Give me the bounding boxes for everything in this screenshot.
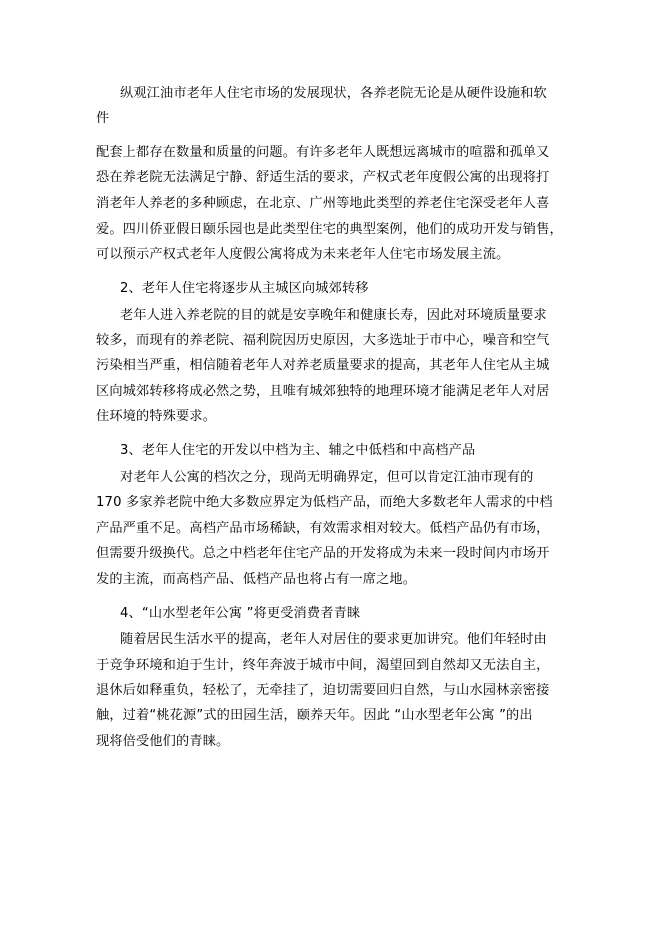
text-line-3: 配套上都存在数量和质量的问题。有许多老年人既想远离城市的喧嚣和孤单又 [96,145,550,160]
text-line-6: 爱。四川侨亚假日颐乐园也是此类型住宅的典型案例，他们的成功开发与销售， [96,222,563,237]
text-line-17: 产品严重不足。高档产品市场稀缺，有效需求相对较大。低档产品仍有市场， [96,521,550,536]
text-line-16: 170 多家养老院中绝大多数应界定为低档产品，而绝大多数老年人需求的中档 [96,495,553,510]
text-line-21: 随着居民生活水平的提高，老年人对居住的要求更加讲究。他们年轻时由 [120,632,547,647]
text-line-9: 老年人进入养老院的目的就是安享晚年和健康长寿，因此对环境质量要求 [120,308,547,323]
text-line-2: 件 [96,111,110,126]
text-line-18: 但需要升级换代。总之中档老年住宅产品的开发将成为未来一段时间内市场开 [96,546,550,561]
text-line-15: 对老年人公寓的档次之分，现尚无明确界定，但可以肯定江油市现有的 [120,470,534,485]
text-line-4: 恐在养老院无法满足宁静、舒适生活的要求，产权式老年度假公寓的出现将打 [96,170,550,185]
text-line-5: 消老年人养老的多种顾虑，在北京、广州等地此类型的养老住宅深受老年人喜 [96,196,550,211]
section-heading-3: 3、老年人住宅的开发以中档为主、辅之中低档和中高档产品 [120,443,476,458]
text-line-7: 可以预示产权式老年人度假公寓将成为未来老年人住宅市场发展主流。 [96,247,510,262]
text-line-13: 住环境的特殊要求。 [96,409,217,424]
section-heading-4: 4、“山水型老年公寓 ”将更受消费者青睐 [120,606,361,621]
section-heading-2: 2、老年人住宅将逐步从主城区向城郊转移 [120,281,369,296]
text-line-1: 纵观江油市老年人住宅市场的发展现状，各养老院无论是从硬件设施和软 [120,86,547,101]
text-line-22: 于竞争环境和迫于生计，终年奔波于城市中间，渴望回到自然却又无法自主， [96,658,550,673]
text-line-23: 退休后如释重负，轻松了，无牵挂了，迫切需要回归自然，与山水园林亲密接 [96,683,550,698]
text-line-19: 发的主流，而高档产品、低档产品也将占有一席之地。 [96,572,417,587]
text-line-12: 区向城郊转移将成必然之势，且唯有城郊独特的地理环境才能满足老年人对居 [96,384,550,399]
text-line-10: 较多，而现有的养老院、福利院因历史原因，大多选址于市中心，噪音和空气 [96,333,550,348]
text-line-25: 现将倍受他们的青睐。 [96,734,230,749]
text-line-24: 触，过着“桃花源”式的田园生活，颐养天年。因此 “山水型老年公寓 ”的出 [96,708,533,723]
text-line-11: 污染相当严重，相信随着老年人对养老质量要求的提高，其老年人住宅从主城 [96,358,550,373]
